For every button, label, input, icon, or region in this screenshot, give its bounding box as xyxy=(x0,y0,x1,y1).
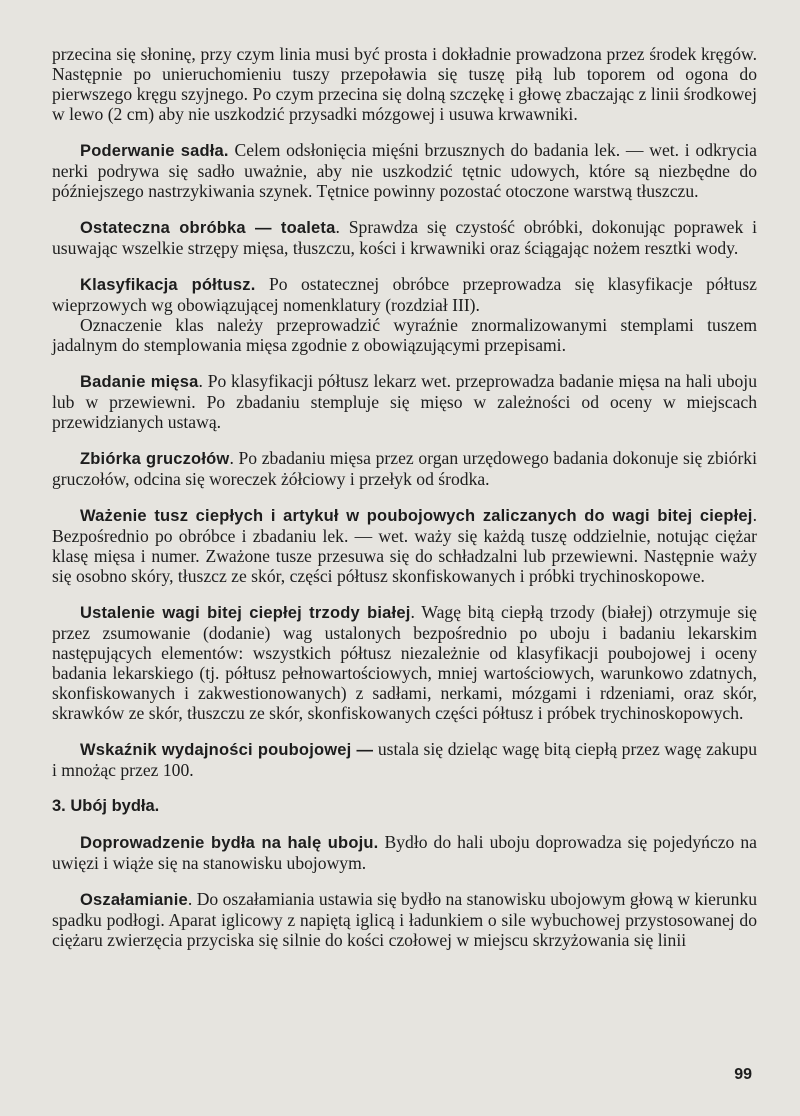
paragraph-heading: Ostateczna obróbka — toaleta xyxy=(80,219,336,237)
paragraph-text: . Sprawdza się czystość obróbki, dokonując poprawek i usuwając wszelkie strzępy mięsa, tłuszczu, kości i krwawniki oraz ściągając nożem resztki wody. xyxy=(52,217,757,258)
paragraph-text: . Do oszałamiania ustawia się bydło na stanowisku ubojowym głową w kierunku spadku podłogi. Aparat iglicowy z napiętą iglicą i ładunkiem o sile wybuchowej przystosowanej do ciężaru zwierzęcia przyciska się silnie do kości czołowej w miejscu skrzyżowania się linii xyxy=(52,889,757,950)
paragraph-text: Bydło do hali uboju doprowadza się pojedyńczo na uwięzi i wiąże się na stanowisku ubojowym. xyxy=(52,832,757,873)
paragraph-text: Po ostatecznej obróbce przeprowadza się klasyfikacje półtusz wieprzowych wg obowiązującej nomenklatury (rozdział III). xyxy=(52,274,757,315)
paragraph-poderwanie-sadla xyxy=(52,140,757,201)
paragraph-oszalamianie xyxy=(52,889,757,950)
paragraph-heading: Oszałamianie xyxy=(80,891,188,909)
paragraph-heading: Ustalenie wagi bitej ciepłej trzody białej xyxy=(80,604,411,622)
paragraph-ustalenie-wagi xyxy=(52,602,757,723)
section-heading: 3. Ubój bydła. xyxy=(52,797,160,815)
paragraph-continued-splitting xyxy=(52,44,757,124)
paragraph-text: . Po zbadaniu mięsa przez organ urzędowego badania dokonuje się zbiórki gruczołów, odcina się woreczek żółciowy i przełyk od środka. xyxy=(52,448,757,489)
paragraph-heading: Klasyfikacja półtusz. xyxy=(80,276,256,294)
paragraph-text: ustala się dzieląc wagę bitą ciepłą przez wagę zakupu i mnożąc przez 100. xyxy=(52,739,757,780)
paragraph-wazenie-tusz xyxy=(52,505,757,586)
paragraph-text: . Wagę bitą ciepłą trzody (białej) otrzymuje się przez zsumowanie (dodanie) wag ustalonych bezpośrednio po uboju i badaniu lekarskim następujących elementów: wszystkich półtusz niezależnie od klasyfikacji poubojowej i oceny badania lekarskiego (tj. półtusz pełnowartościowych, mniej wartościowych, warunkowo zdatnych, skonfiskowanych i zakwestionowanych) z sadłami, nerkami, mózgami i rdzeniami, oraz skór, skrawków ze skór, tłuszczu ze skór, skonfiskowanych części półtusz i próbek trychinoskopowych. xyxy=(52,602,757,723)
paragraph-heading: Badanie mięsa xyxy=(80,373,199,391)
paragraph-text: Oznaczenie klas należy przeprowadzić wyraźnie znormalizowanymi stemplami tuszem jadalnym do stemplowania mięsa zgodnie z obowiązującymi przepisami. xyxy=(52,315,757,355)
paragraph-text: . Bezpośrednio po obróbce i zbadaniu lek. — wet. waży się każdą tuszę oddzielnie, notując ciężar klasę mięsa i numer. Zważone tusze przesuwa się do schładzalni lub przewiewni. Następnie waży się osobno skóry, tłuszcz ze skór, części półtusz skonfiskowanych i próbki trychinoskopowe. xyxy=(52,505,757,586)
paragraph-oznaczenie-klas xyxy=(52,315,757,355)
paragraph-text: Celem odsłonięcia mięśni brzusznych do badania lek. — wet. i odkrycia nerki podrywa się sadło uważnie, aby nie uszkodzić tętnic udowych, które są niezbędne do późniejszego nastrzykiwania szynek. Tętnice powinny pozostać otoczone warstwą tłuszczu. xyxy=(52,140,757,201)
paragraph-zbiorka-gruczolow xyxy=(52,448,757,489)
paragraph-wskaznik-wydajnosci xyxy=(52,739,757,780)
paragraph-text: przecina się słoninę, przy czym linia musi być prosta i dokładnie prowadzona przez środek kręgów. Następnie po unieruchomieniu tuszy przepoławia się tuszę piłą lub toporem od ogona do pierwszego kręgu szyjnego. Po czym przecina się dolną szczękę i głowę zbaczając z linii środkowej w lewo (2 cm) aby nie uszkodzić przysadki mózgowej i usuwa krwawniki. xyxy=(52,44,757,124)
paragraph-heading: Wskaźnik wydajności poubojowej — xyxy=(80,741,374,759)
paragraph-heading: Zbiórka gruczołów xyxy=(80,450,230,468)
page-number: 99 xyxy=(734,1066,752,1083)
paragraph-ostateczna-obrobka xyxy=(52,217,757,258)
paragraph-doprowadzenie-bydla xyxy=(52,832,757,873)
paragraph-heading: Doprowadzenie bydła na halę uboju. xyxy=(80,834,379,852)
paragraph-text: . Po klasyfikacji półtusz lekarz wet. przeprowadza badanie mięsa na hali uboju lub w przewiewni. Po zbadaniu stempluje się mięso w zależności od oceny w miejscach przewidzianych ustawą. xyxy=(52,371,757,432)
paragraph-badanie-miesa xyxy=(52,371,757,432)
paragraph-klasyfikacja-poltusz xyxy=(52,274,757,315)
paragraph-heading: Poderwanie sadła. xyxy=(80,142,229,160)
document-page xyxy=(52,44,757,966)
paragraph-heading: Ważenie tusz ciepłych i artykuł w poubojowych zaliczanych do wagi bitej ciepłej xyxy=(80,507,753,525)
